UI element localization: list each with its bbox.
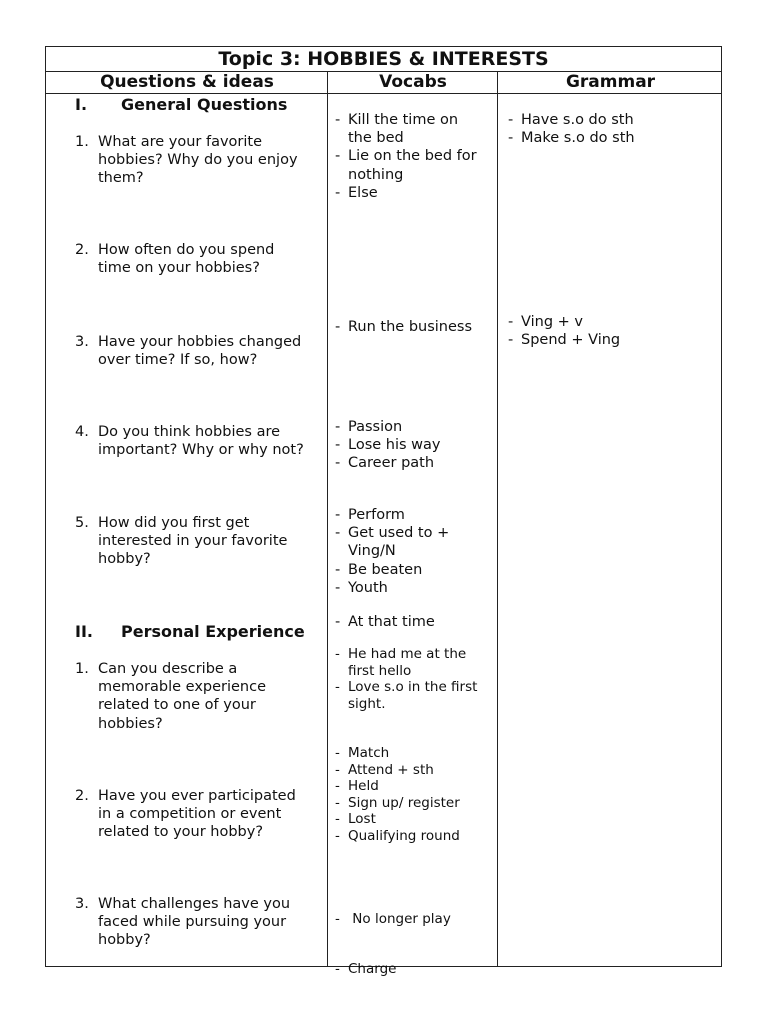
question-item: 5. How did you first get interested in your favorite hobby?	[75, 514, 305, 569]
header-vocabs: Vocabs	[379, 72, 447, 92]
vocab-item: - Get used to + Ving/N	[332, 524, 482, 560]
section-heading	[75, 95, 287, 115]
vocab-list	[332, 506, 482, 597]
question-item: 3. What challenges have you faced while pursuing your hobby?	[75, 895, 305, 950]
vocab-item: - Held	[332, 778, 482, 795]
vocab-item: - Lie on the bed for nothing	[332, 147, 482, 183]
vocab-item: - Qualifying round	[332, 828, 482, 845]
question-item: 2. How often do you spend time on your hobbies?	[75, 241, 305, 277]
question-item: 1. Can you describe a memorable experience related to one of your hobbies?	[75, 660, 305, 733]
vocab-item: - Youth	[332, 579, 482, 597]
column-headers	[46, 72, 721, 94]
section-title: Personal Experience	[121, 622, 305, 641]
header-grammar: Grammar	[565, 72, 656, 92]
vocab-item: - Attend + sth	[332, 762, 482, 779]
grammar-list	[505, 111, 705, 147]
vocab-item: - Charge	[332, 961, 482, 978]
question-text: Have you ever participated in a competition or event related to your hobby?	[98, 788, 296, 841]
vocab-list	[332, 646, 482, 712]
question-item: 1. What are your favorite hobbies? Why do you enjoy them?	[75, 133, 305, 188]
vocab-item: - He had me at the first hello	[332, 646, 482, 679]
vocab-item: - Sign up/ register	[332, 795, 482, 812]
grammar-list	[505, 313, 705, 349]
question-item: 4. Do you think hobbies are important? Why or why not?	[75, 424, 304, 459]
section-numeral: I.	[75, 95, 88, 114]
question-text: What challenges have you faced while pursuing your hobby?	[98, 896, 291, 949]
vocab-list	[332, 111, 482, 202]
question-item: 2. Have you ever participated in a competition or event related to your hobby?	[75, 787, 305, 842]
question-text: What are your favorite hobbies? Why do you enjoy them?	[98, 134, 298, 187]
vocab-item: - Passion	[332, 418, 482, 436]
vocab-list	[332, 745, 482, 845]
vocab-list	[332, 613, 482, 631]
question-text: How often do you spend time on your hobbies?	[98, 242, 275, 277]
grammar-item: - Have s.o do sth	[505, 111, 705, 129]
vocab-item: - Run the business	[332, 318, 482, 336]
vocab-list	[332, 878, 482, 1011]
question-item: 3. Have your hobbies changed over time? If so, how?	[75, 333, 305, 369]
vocab-item: - Be beaten	[332, 561, 482, 579]
section-heading	[75, 622, 305, 642]
vocab-item: - Lose his way	[332, 436, 482, 454]
vocab-item: - No longer play	[332, 911, 482, 928]
vocab-item: - Career path	[332, 454, 482, 472]
grammar-item: - Spend + Ving	[505, 331, 705, 349]
question-text: How did you first get interested in your favorite hobby?	[98, 515, 288, 568]
vocab-item: - Perform	[332, 506, 482, 524]
vocab-item: - Lost	[332, 811, 482, 828]
question-text: Can you describe a memorable experience related to one of your hobbies?	[98, 661, 267, 732]
worksheet-table	[45, 46, 722, 977]
column-divider	[497, 72, 498, 966]
grammar-item: - Ving + v	[505, 313, 705, 331]
grammar-item: - Make s.o do sth	[505, 129, 705, 147]
vocab-item: - Match	[332, 745, 482, 762]
column-divider	[327, 72, 328, 966]
question-text: Have your hobbies changed over time? If so, how?	[98, 334, 302, 369]
vocab-item: - Kill the time on the bed	[332, 111, 482, 147]
vocab-item: - At that time	[332, 613, 482, 631]
section-numeral: II.	[75, 622, 93, 641]
topic-title: Topic 3: HOBBIES & INTERESTS	[46, 47, 721, 72]
question-text: Do you think hobbies are important? Why or why not?	[98, 424, 304, 459]
header-questions: Questions & ideas	[100, 72, 274, 92]
vocab-item: - Else	[332, 184, 482, 202]
vocab-list	[332, 418, 482, 473]
vocab-list	[332, 318, 482, 336]
vocab-item: - Love s.o in the first sight.	[332, 679, 482, 712]
section-title: General Questions	[121, 95, 288, 114]
